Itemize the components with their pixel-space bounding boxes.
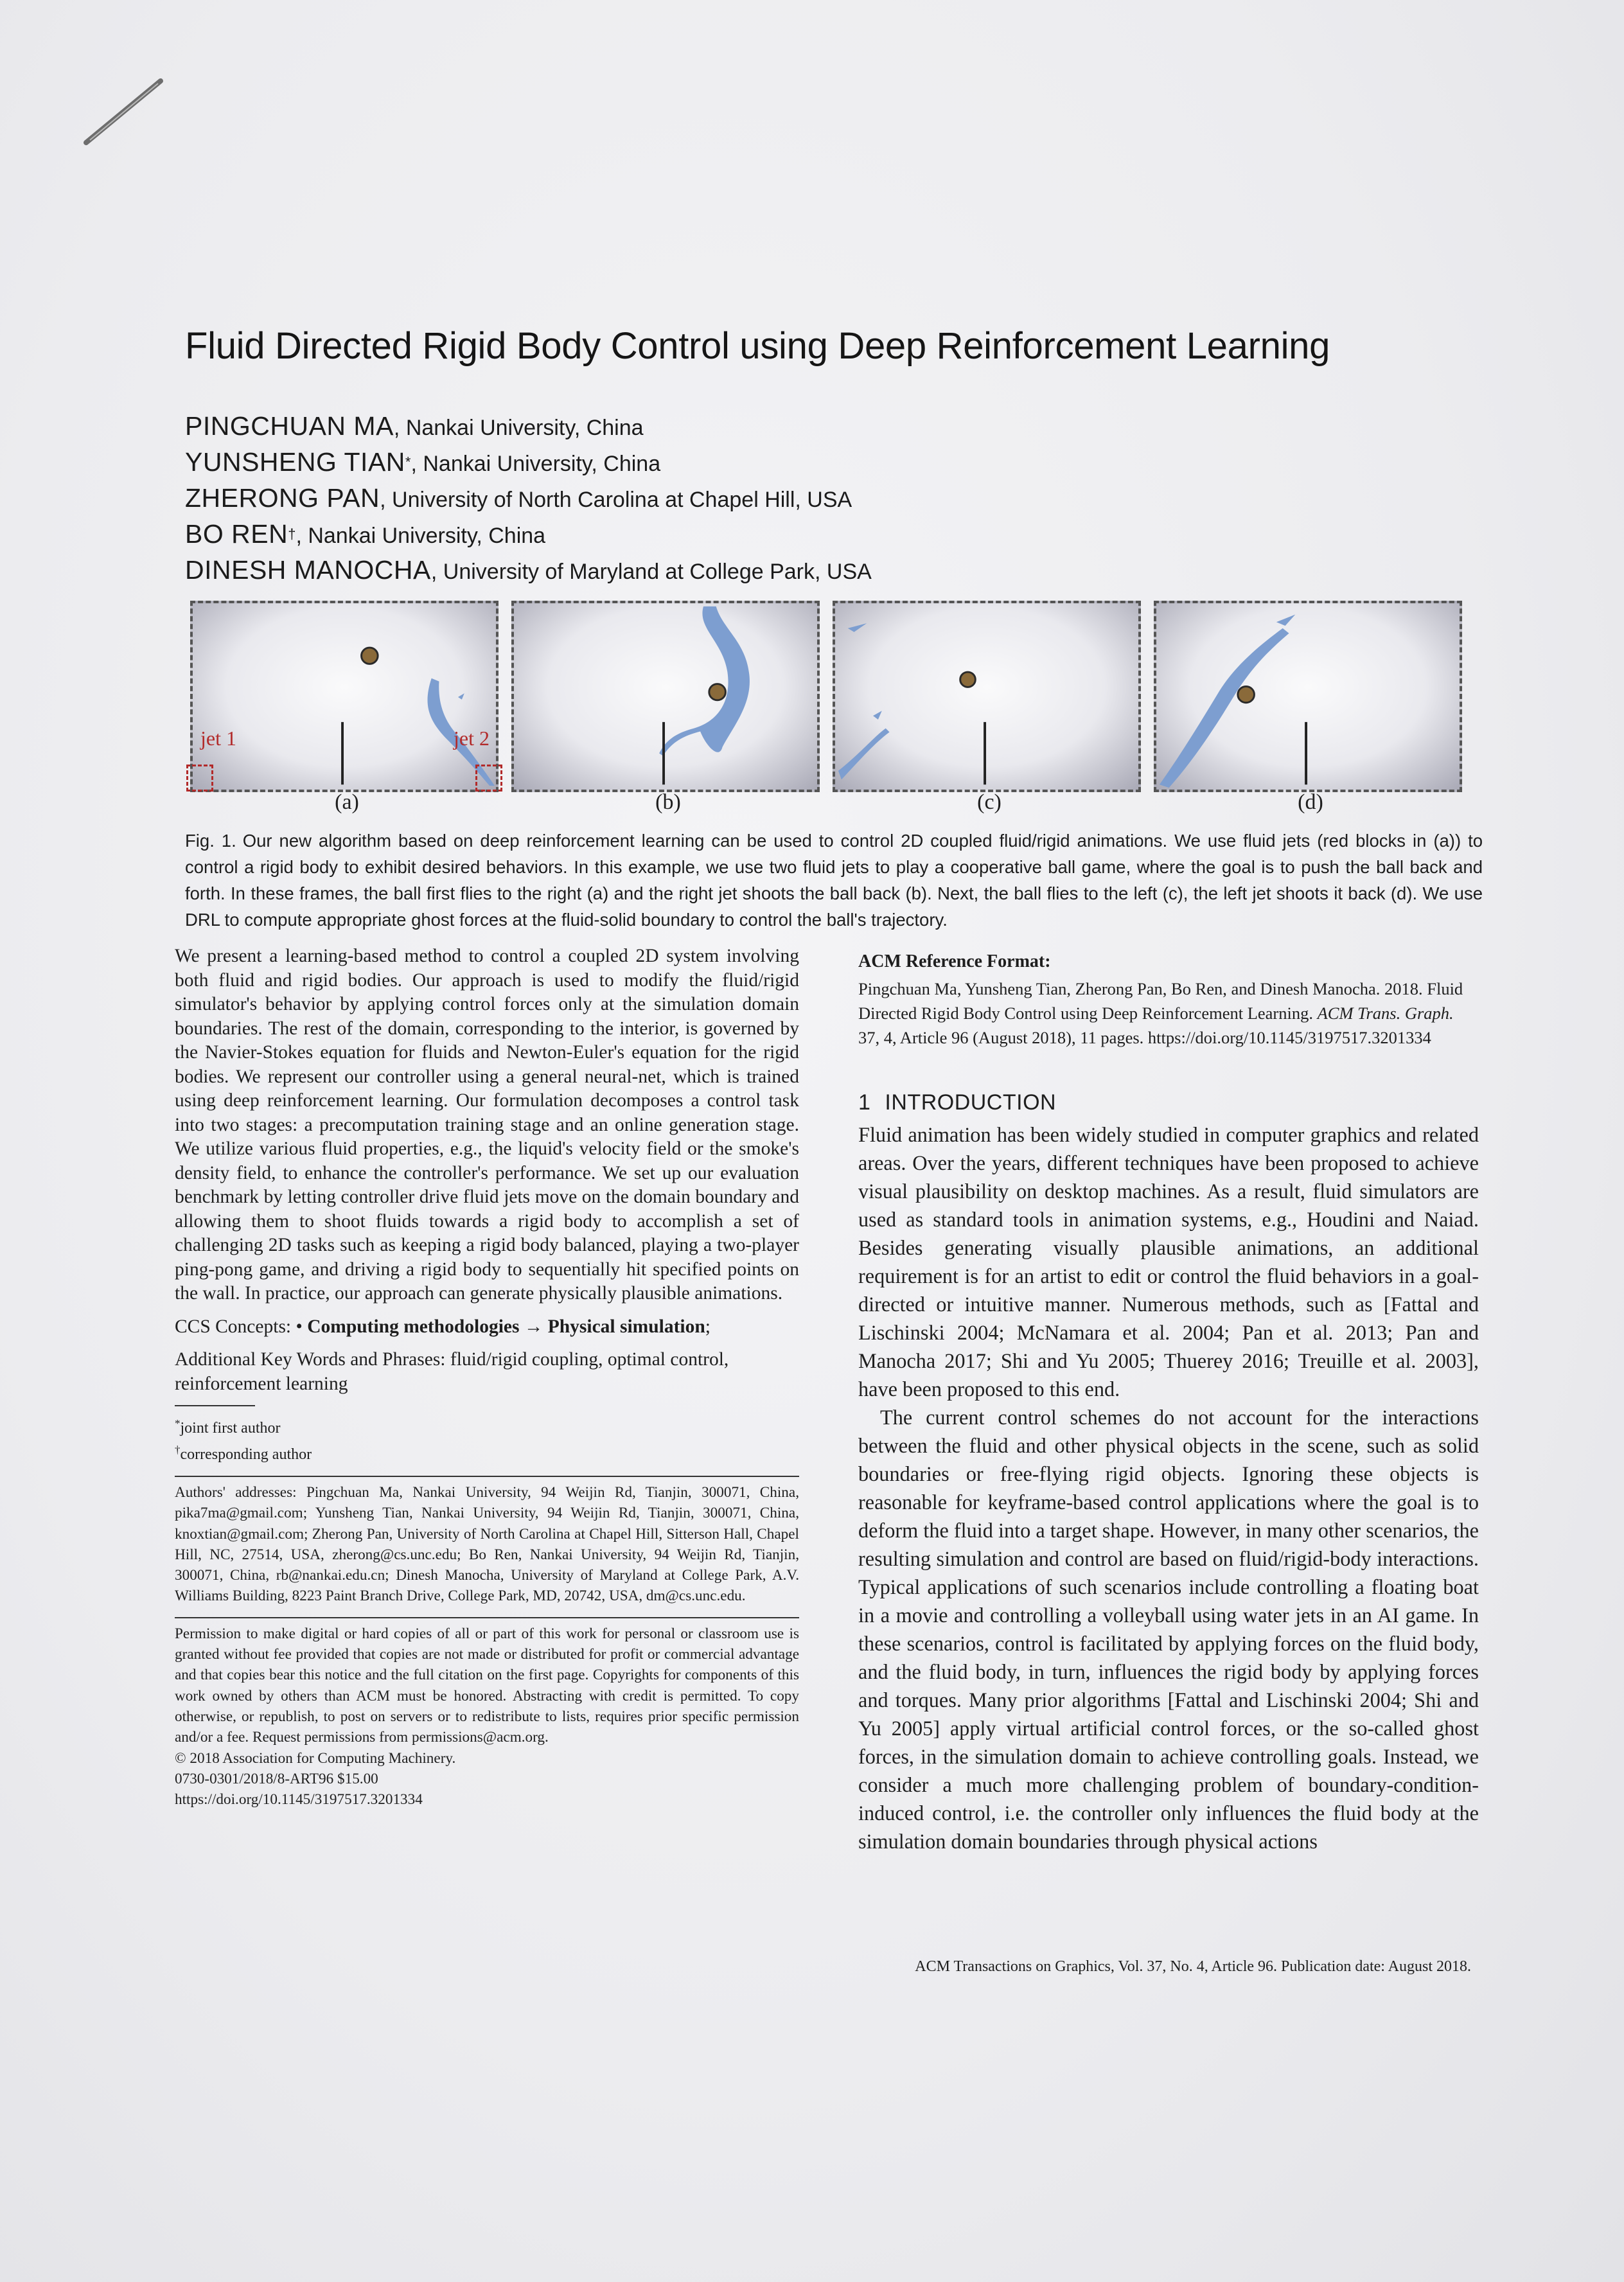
author-affiliation: , Nankai University, China [393, 416, 644, 440]
reference-journal: ACM Trans. Graph. [1317, 1004, 1454, 1023]
footnote-mark: † [175, 1444, 181, 1456]
section-title: INTRODUCTION [885, 1090, 1057, 1115]
footnote-text: corresponding author [180, 1446, 312, 1463]
author-line [185, 447, 660, 477]
jet-1-marker [186, 765, 213, 792]
abstract: We present a learning-based method to control a coupled 2D system involving both fluid and rigid bodies. Our approach is used to modify the fluid/rigid simulator's behavior by applying control forces only at the simulation domain boundaries. The rest of the domain, corresponding to the interior, is governed by the Navier-Stokes equation for fluids and Newton-Euler's equation for the rigid bodies. We represent our controller using a general neural-net, which is trained using deep reinforcement learning. Our formulation decomposes a control task into two stages: a precomputation training stage and an online generation stage. We utilize various fluid properties, e.g., the liquid's velocity field or the smoke's density field, to enhance the controller's performance. We set up our evaluation benchmark by letting controller drive fluid jets move on the domain boundary and allowing them to shoot fluids towards a rigid body to accomplish a set of challenging 2D tasks such as keeping a rigid body balanced, playing a two-player ping-pong game, and driving a rigid body to sequentially hit specified points on the wall. In practice, our approach can generate physically plausible animations. [175, 946, 799, 1304]
author-affiliation: , University of North Carolina at Chapel Hill, USA [380, 488, 852, 512]
page-footer: ACM Transactions on Graphics, Vol. 37, No. 4, Article 96. Publication date: August 2018. [915, 1958, 1471, 1975]
intro-paragraph-2: The current control schemes do not account for the interactions between the fluid and other physical objects in the scene, such as solid boundaries or free-flying rigid objects. Ignoring these objects is reasonable for keyframe-based control applications where the goal is to deform the fluid into a target shape. However, in many other scenarios, the resulting simulation and control are based on fluid/rigid-body interactions. Typical applications of such scenarios include controlling a floating boat in a movie and controlling a volleyball using water jets in an AI game. In these scenarios, control is facilitated by applying forces on the fluid body, and the fluid body, in turn, influences the rigid body by applying forces and torques. Many prior algorithms [Fattal and Lischinski 2004; Shi and Yu 2005] apply virtual artificial control forces, or the so-called ghost forces, in the simulation domain to achieve controlling goals. Instead, we consider a much more challenging problem of boundary-condition-induced control, i.e. the controller only influences the fluid body at the simulation domain boundaries through physical actions [858, 1406, 1479, 1853]
author-name: YUNSHENG TIAN [185, 447, 405, 477]
section-heading-introduction [858, 1088, 1479, 1117]
ccs-label: CCS Concepts: • [175, 1316, 303, 1337]
reference-format-heading: ACM Reference Format: [858, 951, 1051, 971]
author-name: ZHERONG PAN [185, 483, 380, 513]
ccs-arrow: → [524, 1316, 543, 1337]
panel-label-c: (c) [977, 790, 1002, 814]
footnote-mark: * [175, 1417, 181, 1429]
author-name: BO REN [185, 519, 288, 549]
jet-2-marker [475, 765, 502, 792]
author-addresses: Authors' addresses: Pingchuan Ma, Nankai University, 94 Weijin Rd, Tianjin, 300071, China, pika7ma@gmail.com; Yunsheng Tian, Nankai University, 94 Weijin Rd, Tianjin, 300071, China, knoxtian@gmail.com; Zherong Pan, University of North Carolina at Chapel Hill, Sitterson Hall, Chapel Hill, NC, 27514, USA, zherong@cs.unc.edu; Bo Ren, Nankai University, 94 Weijin Rd, Tianjin, 300071, China, rb@nankai.edu.cn; Dinesh Manocha, University of Maryland at College Park, A.V. Williams Building, 8223 Paint Branch Drive, College Park, MD, 20742, USA, dm@cs.unc.edu. [175, 1484, 799, 1605]
addresses-divider [175, 1476, 799, 1477]
figure-1 [190, 601, 1475, 793]
jet-2-label: jet 2 [454, 727, 490, 750]
figure-panel-a [190, 601, 499, 792]
ccs-subconcept: Physical simulation [547, 1316, 705, 1337]
author-mark: * [405, 454, 411, 470]
right-column [858, 950, 1479, 1855]
paper-title: Fluid Directed Rigid Body Control using Deep Reinforcement Learning [185, 325, 1330, 367]
caption-text: Our new algorithm based on deep reinforcement learning can be used to control 2D coupled fluid/rigid animations. We use fluid jets (red blocks in (a)) to control a rigid body to exhibit desired behaviors. In this example, we use two fluid jets to play a cooperative ball game, where the goal is to push the ball back and forth. In these frames, the ball first flies to the right (a) and the right jet shoots the ball back (b). Next, the ball flies to the left (c), the left jet shoots it back (d). We use DRL to compute appropriate ghost forces at the fluid-solid boundary to control the ball's trajectory. [185, 831, 1483, 930]
author-line [185, 519, 545, 549]
pen-icon [82, 76, 166, 146]
intro-paragraph-1: Fluid animation has been widely studied in computer graphics and related areas. Over the years, different techniques have been proposed to achieve visual plausibility on desktop machines. As a result, fluid simulators are used as standard tools in animation systems, e.g., Houdini and Naiad. Besides generating visually plausible animations, an additional requirement is for an artist to edit or control the fluid behaviors in a goal-directed or intuitive manner. Numerous methods, such as [Fattal and Lischinski 2004; McNamara et al. 2004; Pan et al. 2013; Pan and Manocha 2017; Shi and Yu 2005; Thuerey 2016; Treuille et al. 2003], have been proposed to this end. [858, 1123, 1479, 1401]
left-column [175, 944, 799, 1810]
footnote-first-author [175, 1413, 799, 1439]
footnote-divider [175, 1405, 255, 1406]
panel-label-b: (b) [655, 790, 681, 814]
ccs-end: ; [705, 1316, 710, 1337]
ccs-concept: Computing methodologies [307, 1316, 520, 1337]
author-name: PINGCHUAN MA [185, 411, 394, 441]
figure-panel-d [1154, 601, 1462, 792]
jet-1-label: jet 1 [200, 727, 236, 750]
author-affiliation: , Nankai University, China [410, 452, 661, 476]
footnote-corresponding [175, 1439, 799, 1465]
author-name: DINESH MANOCHA [185, 555, 431, 585]
author-affiliation: , University of Maryland at College Park, USA [430, 560, 872, 584]
author-affiliation: , Nankai University, China [296, 524, 546, 548]
doi-link[interactable]: https://doi.org/10.1145/3197517.3201334 [175, 1791, 423, 1809]
figure-panel-c [833, 601, 1141, 792]
caption-label: Fig. 1. [185, 831, 236, 851]
keywords: Additional Key Words and Phrases: fluid/rigid coupling, optimal control, reinforcement learning [175, 1349, 729, 1394]
author-line [185, 483, 852, 513]
permission-divider [175, 1617, 799, 1618]
permission-notice: Permission to make digital or hard copies of all or part of this work for personal or classroom use is granted without fee provided that copies are not made or distributed for profit or commercial advantage and that copies bear this notice and the full citation on the first page. Copyrights for components of this work owned by others than ACM must be honored. Abstracting with credit is permitted. To copy otherwise, or republish, to post on servers or to redistribute to lists, requires prior specific permission and/or a fee. Request permissions from permissions@acm.org. [175, 1625, 799, 1746]
copyright-line: © 2018 Association for Computing Machinery. [175, 1749, 456, 1767]
figure-caption [185, 827, 1483, 933]
reference-tail: 37, 4, Article 96 (August 2018), 11 pages. https://doi.org/10.1145/3197517.3201334 [858, 1028, 1431, 1047]
reference-format [858, 977, 1479, 1050]
panel-label-d: (d) [1298, 790, 1323, 814]
panel-label-a: (a) [335, 790, 359, 814]
figure-panel-b [511, 601, 820, 792]
author-line [185, 411, 644, 441]
footnote-text: joint first author [180, 1420, 281, 1437]
reference-text: Pingchuan Ma, Yunsheng Tian, Zherong Pan, Bo Ren, and Dinesh Manocha. 2018. Fluid Directed Rigid Body Control using Deep Reinforcement Learning. [858, 979, 1463, 1023]
ccs-concepts [175, 1315, 799, 1340]
section-number: 1 [858, 1090, 871, 1115]
author-line [185, 555, 872, 585]
issn-line: 0730-0301/2018/8-ART96 $15.00 [175, 1770, 378, 1787]
author-mark: † [288, 526, 296, 542]
